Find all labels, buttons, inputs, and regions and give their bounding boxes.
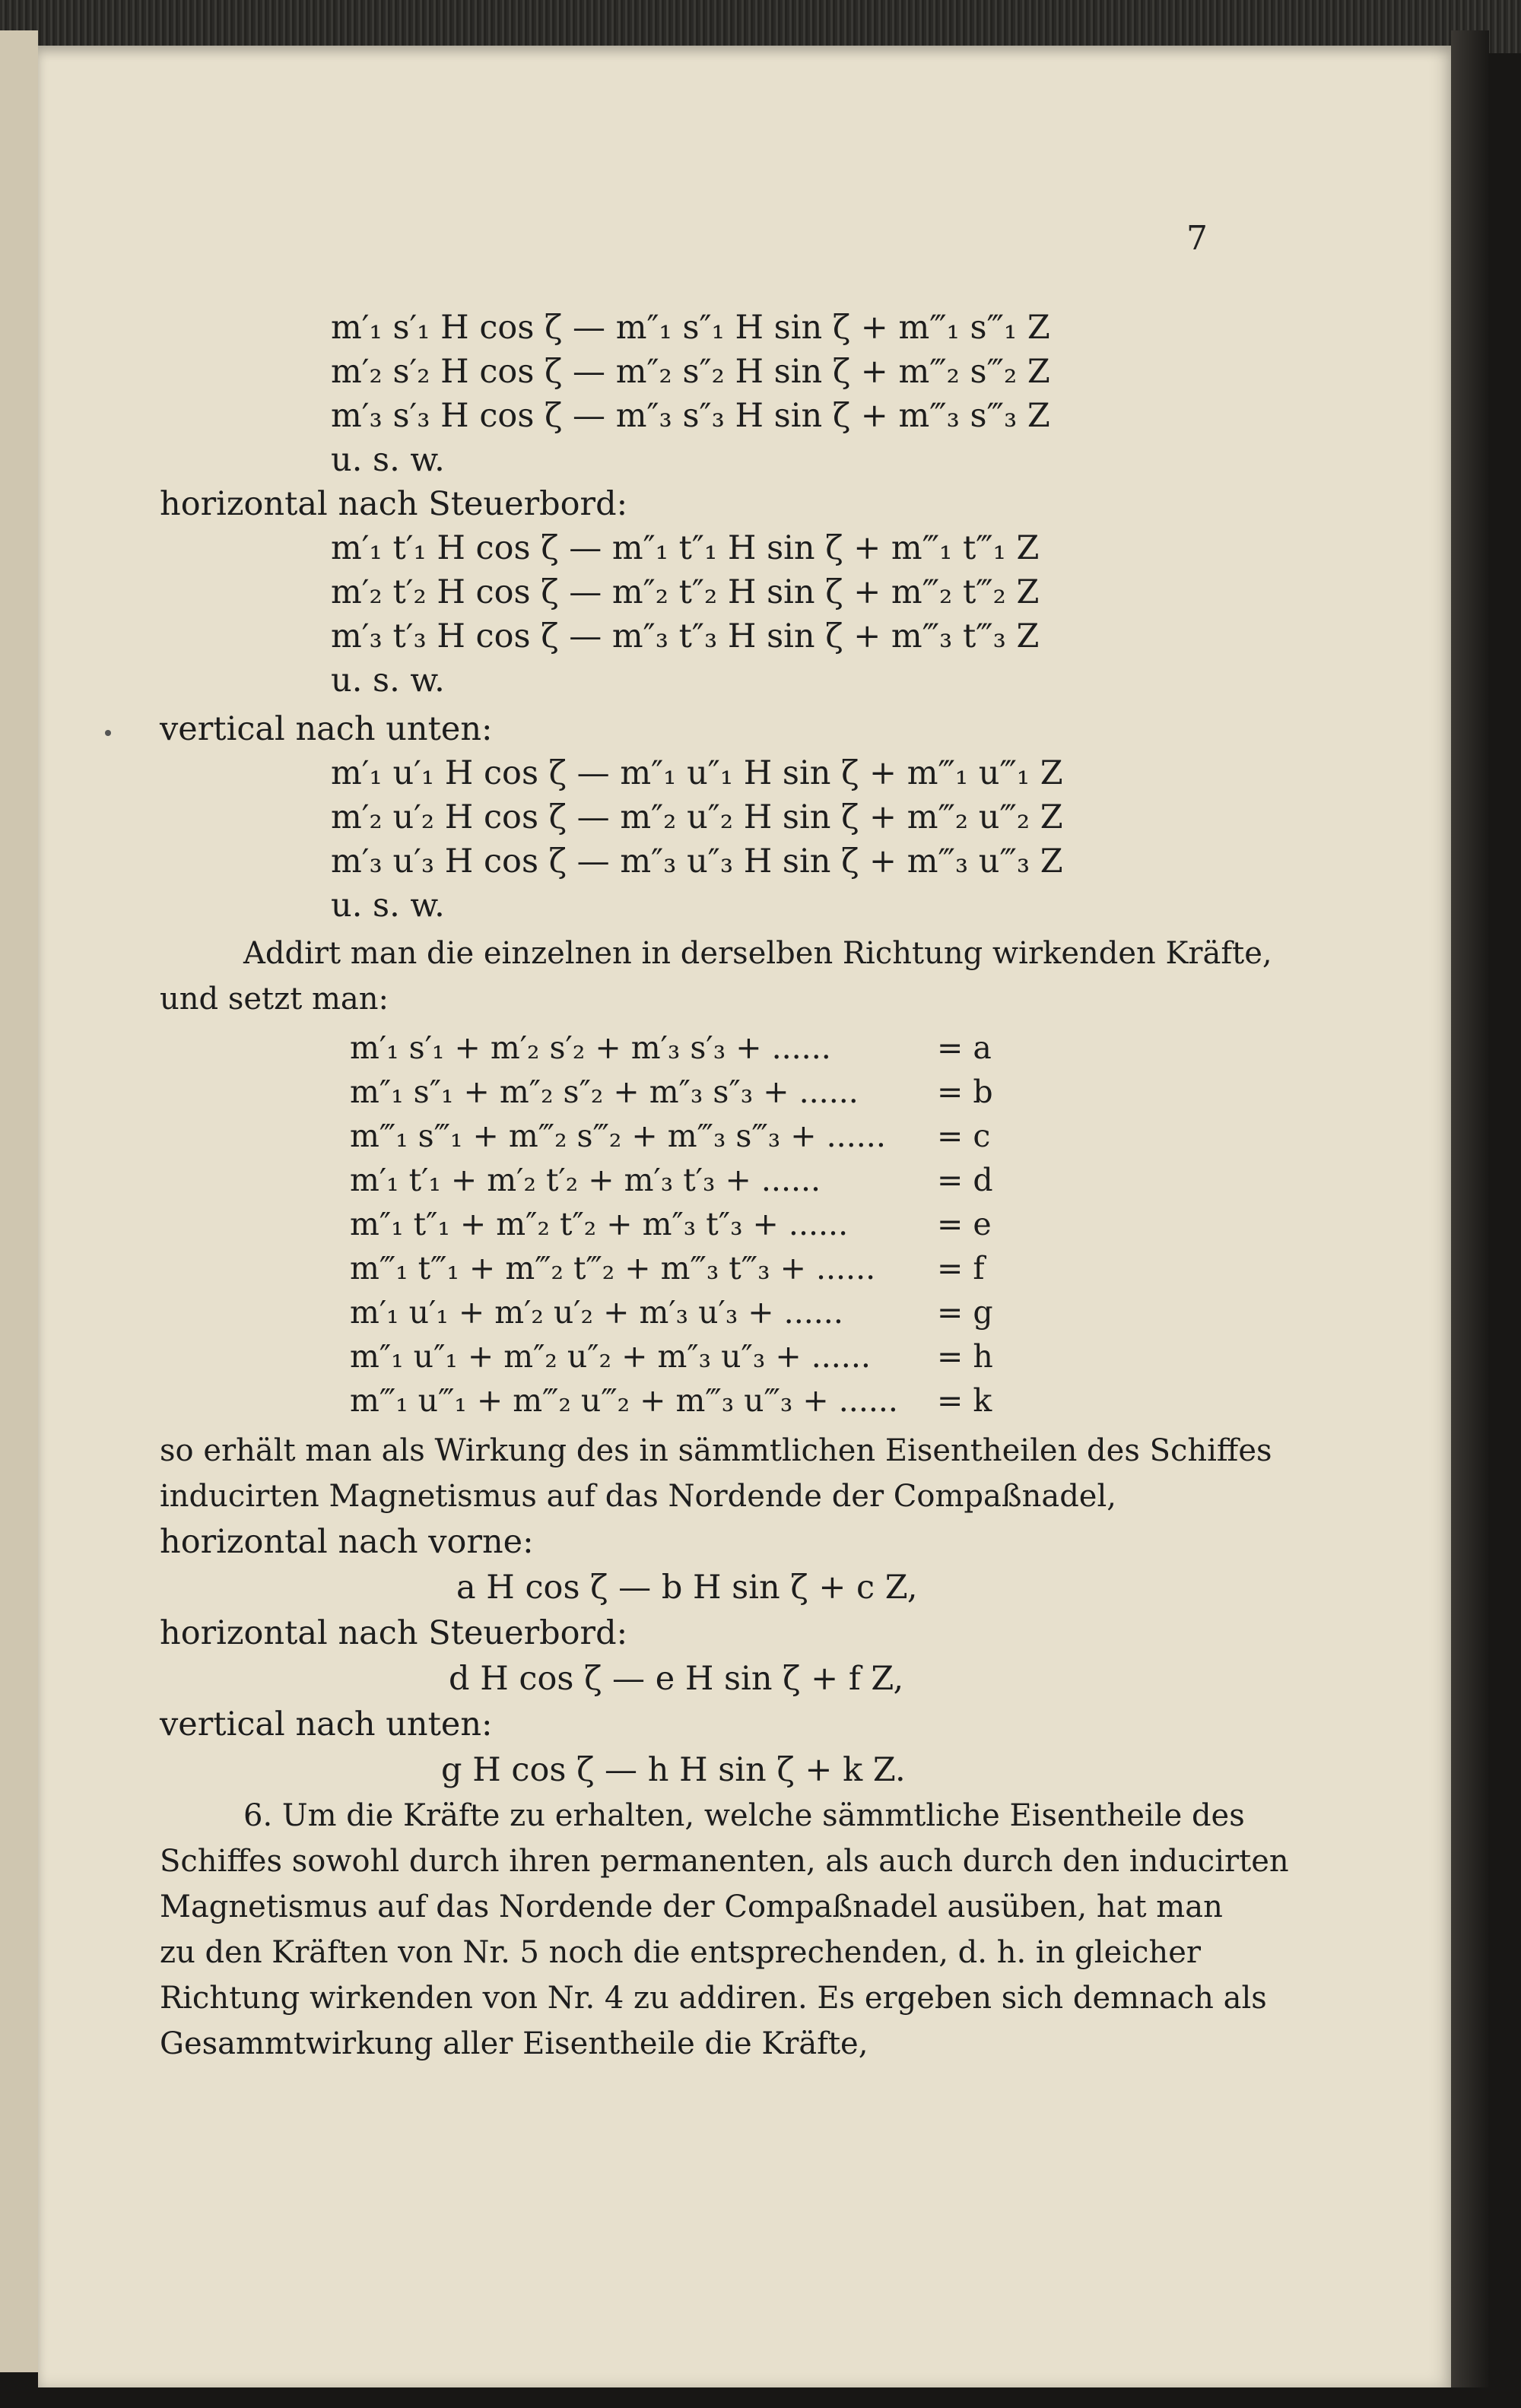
sum-result: = d [937,1162,993,1198]
equation-line: m′₃ s′₃ H cos ζ — m″₃ s″₃ H sin ζ + m‴₃ s‴₃ Z [331,397,1050,435]
left-page-strip [0,30,38,2372]
equation-line: m′₁ s′₁ H cos ζ — m″₁ s″₁ H sin ζ + m‴₁ s‴₁ Z [331,309,1050,347]
equation-line: m′₃ u′₃ H cos ζ — m″₃ u″₃ H sin ζ + m‴₃ u‴₃ Z [331,842,1063,880]
paragraph-line: Addirt man die einzelnen in derselben Richtung wirkenden Kräfte, [243,936,1272,971]
sum-result: = k [937,1382,992,1419]
paragraph-line: so erhält man als Wirkung des in sämmtlichen Eisentheilen des Schiffes [160,1433,1272,1468]
sum-expression: m″₁ s″₁ + m″₂ s″₂ + m″₃ s″₃ + ...... [350,1074,859,1110]
paragraph-line: und setzt man: [160,982,389,1017]
result-label: horizontal nach Steuerbord: [160,1614,628,1652]
paragraph-line: Gesammtwirkung aller Eisentheile die Kräfte, [160,2026,868,2061]
equation-line: m′₂ u′₂ H cos ζ — m″₂ u″₂ H sin ζ + m‴₂ u‴₂ Z [331,798,1063,836]
paragraph-line: Magnetismus auf das Nordende der Compaßnadel ausüben, hat man [160,1889,1223,1924]
sum-result: = e [937,1206,992,1242]
sum-expression: m‴₁ u‴₁ + m‴₂ u‴₂ + m‴₃ u‴₃ + ...... [350,1382,898,1419]
paragraph-line: inducirten Magnetismus auf das Nordende der Compaßnadel, [160,1479,1116,1514]
equation-line: m′₁ u′₁ H cos ζ — m″₁ u″₁ H sin ζ + m‴₁ u‴₁ Z [331,754,1063,792]
usw-line: u. s. w. [331,661,445,700]
equation-line: m′₁ t′₁ H cos ζ — m″₁ t″₁ H sin ζ + m‴₁ t‴₁ Z [331,529,1040,567]
page-number: 7 [1186,219,1208,258]
result-equation: a H cos ζ — b H sin ζ + c Z, [456,1569,918,1607]
equation-line: m′₂ s′₂ H cos ζ — m″₂ s″₂ H sin ζ + m‴₂ s‴₂ Z [331,353,1050,391]
sum-result: = c [937,1118,991,1154]
result-label: horizontal nach vorne: [160,1523,534,1561]
section-label: horizontal nach Steuerbord: [160,485,628,523]
result-equation: g H cos ζ — h H sin ζ + k Z. [441,1751,906,1789]
sum-expression: m‴₁ s‴₁ + m‴₂ s‴₂ + m‴₃ s‴₃ + ...... [350,1118,886,1154]
equation-line: m′₃ t′₃ H cos ζ — m″₃ t″₃ H sin ζ + m‴₃ t‴₃ Z [331,617,1040,655]
sum-result: = h [937,1338,993,1375]
section-label: vertical nach unten: [160,710,493,748]
paragraph-line: zu den Kräften von Nr. 5 noch die entsprechenden, d. h. in gleicher [160,1935,1201,1970]
sum-result: = b [937,1074,993,1110]
sum-expression: m′₁ s′₁ + m′₂ s′₂ + m′₃ s′₃ + ...... [350,1030,831,1066]
sum-result: = g [937,1294,993,1331]
sum-expression: m′₁ u′₁ + m′₂ u′₂ + m′₃ u′₃ + ...... [350,1294,843,1331]
sum-expression: m′₁ t′₁ + m′₂ t′₂ + m′₃ t′₃ + ...... [350,1162,821,1198]
usw-line: u. s. w. [331,887,445,925]
book-cover-edge [1451,30,1489,2387]
equation-line: m′₂ t′₂ H cos ζ — m″₂ t″₂ H sin ζ + m‴₂ t‴₂ Z [331,573,1040,611]
sum-result: = a [937,1030,992,1066]
result-equation: d H cos ζ — e H sin ζ + f Z, [449,1660,904,1698]
sum-expression: m‴₁ t‴₁ + m‴₂ t‴₂ + m‴₃ t‴₃ + ...... [350,1250,876,1286]
sum-expression: m″₁ t″₁ + m″₂ t″₂ + m″₃ t″₃ + ...... [350,1206,849,1242]
usw-line: u. s. w. [331,441,445,479]
sum-result: = f [937,1250,985,1286]
sum-expression: m″₁ u″₁ + m″₂ u″₂ + m″₃ u″₃ + ...... [350,1338,871,1375]
paragraph-line: Richtung wirkenden von Nr. 4 zu addiren. Es ergeben sich demnach als [160,1981,1267,2016]
paragraph-line: 6. Um die Kräfte zu erhalten, welche sämmtliche Eisentheile des [243,1798,1245,1833]
result-label: vertical nach unten: [160,1705,493,1743]
paragraph-line: Schiffes sowohl durch ihren permanenten, als auch durch den inducirten [160,1844,1289,1879]
margin-dot [105,730,111,736]
